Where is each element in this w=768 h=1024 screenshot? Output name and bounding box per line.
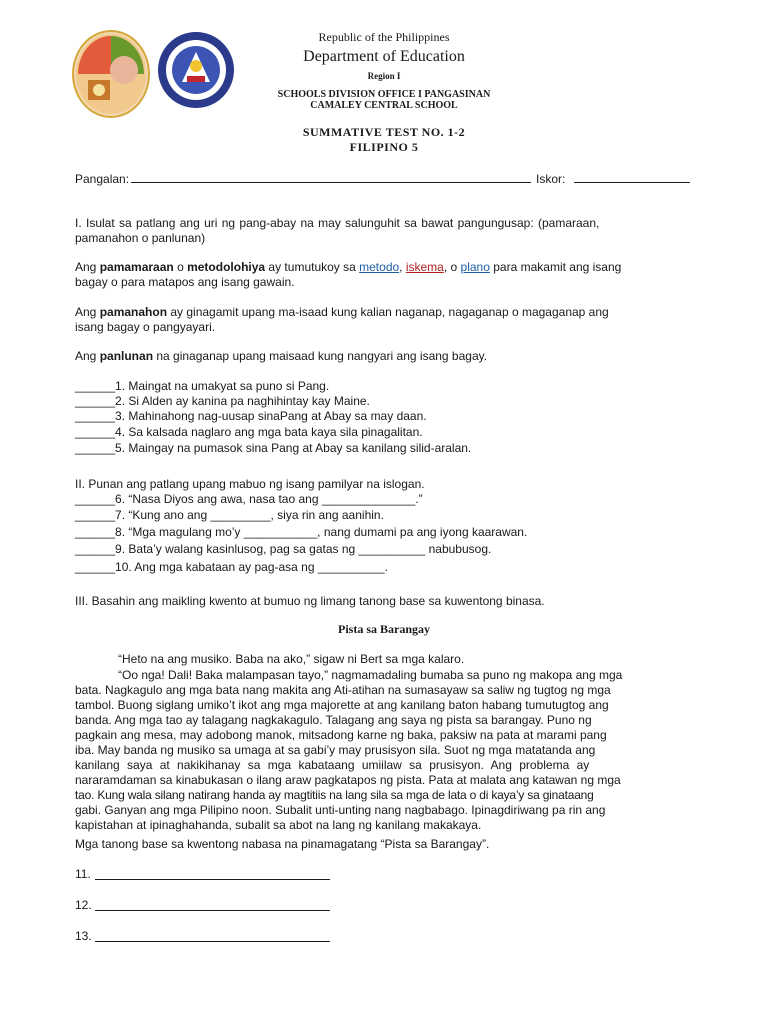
part1-item: ______3. Mahinahong nag-uusap sinaPang at Abay sa may daan. xyxy=(75,409,427,423)
question-number: 13. xyxy=(75,929,92,943)
part1-item: ______2. Si Alden ay kanina pa naghihintay kay Maine. xyxy=(75,394,370,408)
definition-pamanahon-cont: isang bagay o pangyayari. xyxy=(75,320,216,334)
division-text: SCHOOLS DIVISION OFFICE I PANGASINAN xyxy=(277,89,491,100)
region-text: Region I xyxy=(367,71,401,81)
answer-line[interactable] xyxy=(95,867,330,880)
story-line: kanilang saya at nakikihanay sa mga kabataang umiilaw sa prusisyon. Ang problema ay xyxy=(75,758,590,772)
story-paragraph-1: “Heto na ang musiko. Baba na ako,” sigaw ni Bert sa mga kalaro. xyxy=(118,652,465,666)
test-subject: FILIPINO 5 xyxy=(349,140,419,154)
test-title: SUMMATIVE TEST NO. 1-2 xyxy=(302,125,466,139)
part2-item: ______9. Bata’y walang kasinlusog, pag sa gatas ng __________ nabubusog. xyxy=(75,542,492,556)
story-line: banda. Ang mga tao ay talagang nagkakagulo. Talagang ang saya ng pista sa barangay. Puno ng xyxy=(75,713,592,727)
story-line: iba. May banda ng musiko sa umaga at sa gabi’y may prusisyon sila. Suot ng mga matatanda ang xyxy=(75,743,596,757)
department-title: Department of Education xyxy=(303,48,465,65)
story-line: gabi. Ganyan ang mga Pilipino noon. Subalit unti-unting nang nagbabago. Ipinagdiriwang pa rin ang xyxy=(75,803,606,817)
part3-instruction: III. Basahin ang maikling kwento at bumuo ng limang tanong base sa kuwentong binasa. xyxy=(75,594,545,608)
name-label: Pangalan: xyxy=(75,172,130,186)
question-number: 11. xyxy=(75,867,91,881)
score-field[interactable] xyxy=(574,170,690,183)
story-line: tao. Kung wala silang natirang handa ay magtitiis na lang sila sa mga de lata o di kaya’y sa ginataang xyxy=(75,788,594,802)
part1-item: ______1. Maingat na umakyat sa puno si Pang. xyxy=(75,379,330,393)
part2-item: ______10. Ang mga kabataan ay pag-asa ng __________. xyxy=(75,560,388,574)
part2-item: ______7. “Kung ano ang _________, siya rin ang aanihin. xyxy=(75,508,384,522)
definition-panlunan: Ang panlunan na ginaganap upang maisaad kung nangyari ang isang bagay. xyxy=(75,349,488,363)
part2-item: ______8. “Mga magulang mo’y ___________, nang dumami pa ang iyong kaarawan. xyxy=(75,525,528,539)
part1-instruction: I. Isulat sa patlang ang uri ng pang-abay na may salunguhit sa bawat pangungusap: (pamaraan, xyxy=(75,216,600,230)
story-title: Pista sa Barangay xyxy=(337,622,430,636)
part2-instruction: II. Punan ang patlang upang mabuo ng isang pamilyar na islogan. xyxy=(75,477,425,491)
part1-item: ______4. Sa kalsada naglaro ang mga bata kaya sila pinagalitan. xyxy=(75,425,423,439)
definition-pamamaraan: Ang pamamaraan o metodolohiya ay tumutukoy sa metodo, iskema, o plano para makamit ang isang xyxy=(75,260,622,274)
question-number: 12. xyxy=(75,898,92,912)
republic-text: Republic of the Philippines xyxy=(318,30,450,44)
definition-pamamaraan-cont: bagay o para matapos ang isang gawain. xyxy=(75,275,295,289)
answer-line[interactable] xyxy=(95,929,330,942)
story-line: nararamdaman sa kinabukasan o ilang araw pagkatapos ng pista. Pata at malata ang katawan ng mga xyxy=(75,773,621,787)
iskema-link[interactable]: iskema xyxy=(405,260,444,274)
story-line: “Oo nga! Dali! Baka malampasan tayo,” nagmamadaling bumaba sa puno ng makopa ang mga xyxy=(118,668,623,682)
definition-pamanahon: Ang pamanahon ay ginagamit upang ma-isaad kung kalian naganap, nagaganap o magaganap ang xyxy=(75,305,609,319)
answer-line[interactable] xyxy=(95,898,330,911)
part1-item: ______5. Maingay na pumasok sina Pang at Abay sa kanilang silid-aralan. xyxy=(75,441,472,455)
questions-intro: Mga tanong base sa kwentong nabasa na pinamagatang “Pista sa Barangay”. xyxy=(75,837,490,851)
name-field[interactable] xyxy=(131,170,531,183)
metodo-link[interactable]: metodo xyxy=(359,260,400,274)
part1-instruction-cont: pamanahon o panlunan) xyxy=(75,231,206,245)
school-name: CAMALEY CENTRAL SCHOOL xyxy=(310,100,458,111)
story-line: kapistahan at ipinaghahanda, subalit sa abot na lang ng kanilang makakaya. xyxy=(75,818,482,832)
story-line: bata. Nagkagulo ang mga bata nang makita ang Ati-atihan na sumasayaw sa saliw ng tugtog ng mga xyxy=(75,683,611,697)
plano-link[interactable]: plano xyxy=(460,260,490,274)
story-line: pagkain ang mesa, may adobong manok, mitsadong karne ng baka, paksiw na pata at marami pang xyxy=(75,728,607,742)
score-label: Iskor: xyxy=(536,172,566,186)
part2-item: ______6. “Nasa Diyos ang awa, nasa tao ang ______________.” xyxy=(75,492,423,506)
story-line: tambol. Buong siglang umiko’t ikot ang mga majorette at ang kanilang baton habang tumutugtog ang xyxy=(75,698,609,712)
